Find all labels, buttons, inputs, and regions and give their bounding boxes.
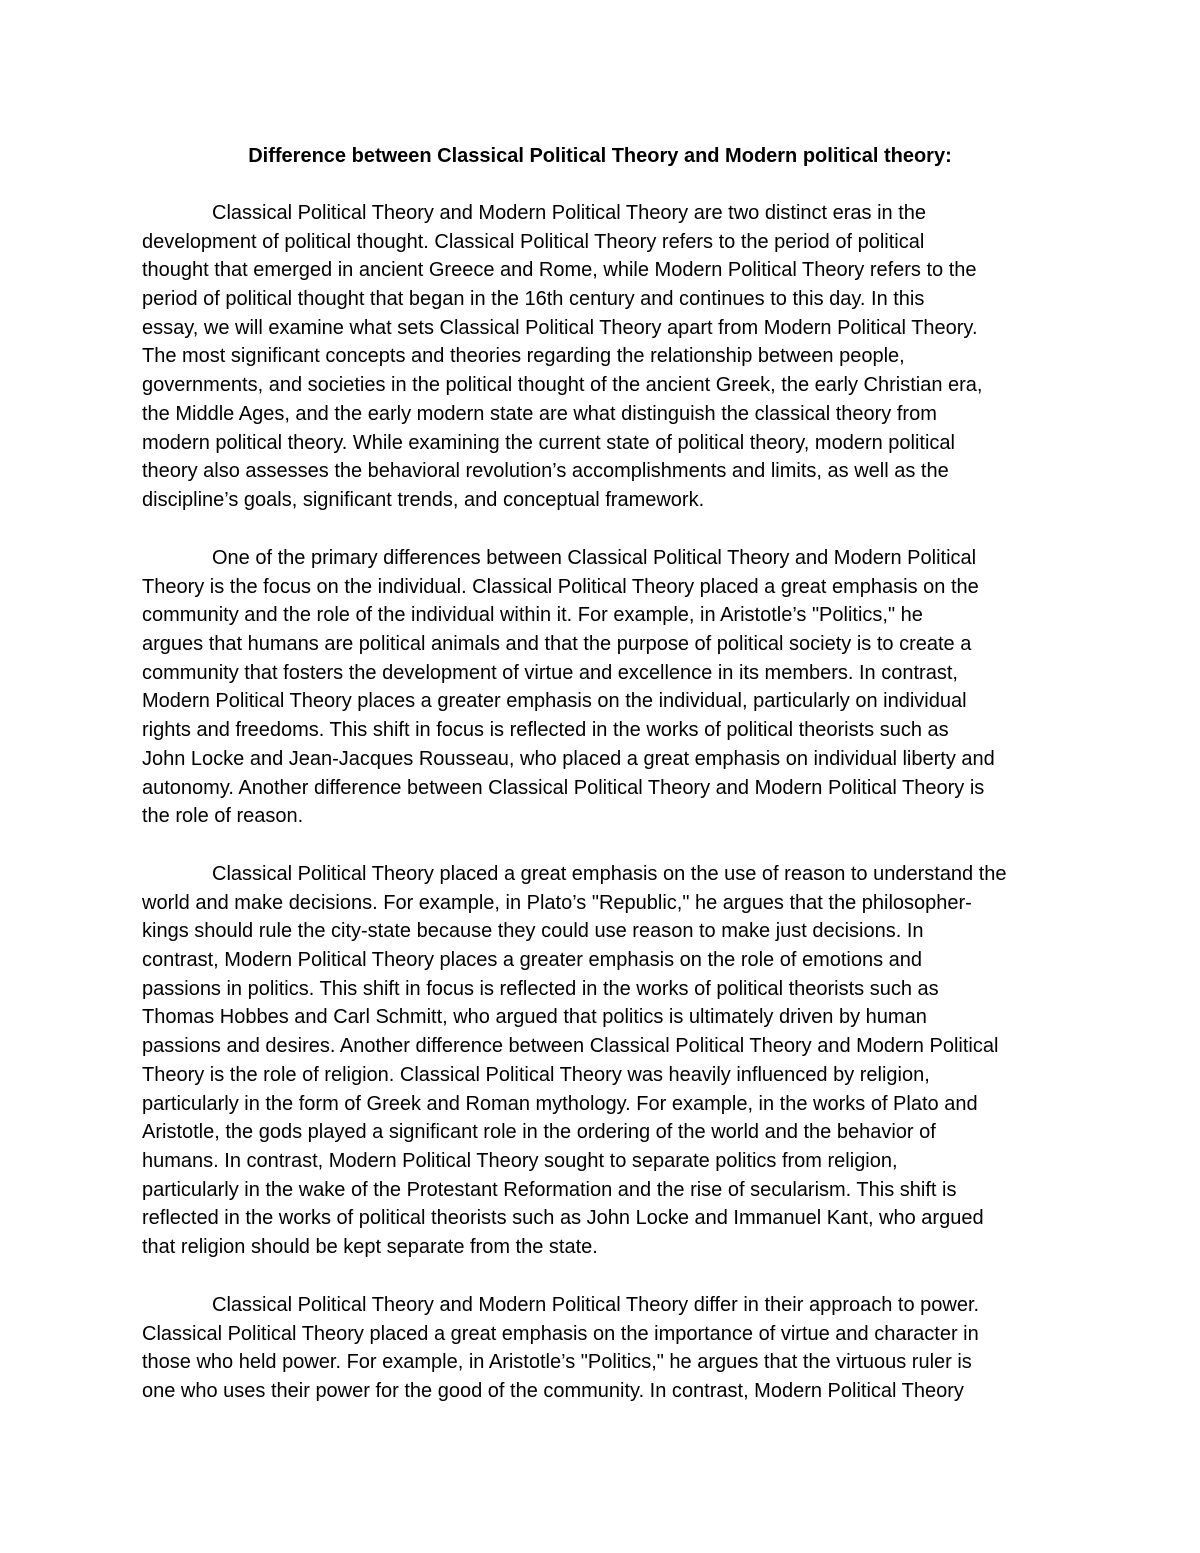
paragraph-line: John Locke and Jean-Jacques Rousseau, who placed a great emphasis on individual liberty and (142, 747, 995, 770)
paragraph-2 (142, 544, 1058, 831)
paragraph-line: modern political theory. While examining the current state of political theory, modern political (142, 431, 955, 454)
paragraph-line: Aristotle, the gods played a significant role in the ordering of the world and the behavior of (142, 1121, 936, 1144)
paragraph-line: the Middle Ages, and the early modern state are what distinguish the classical theory from (142, 402, 937, 425)
paragraph-line: those who held power. For example, in Aristotle’s "Politics," he argues that the virtuous ruler is (142, 1351, 972, 1374)
paragraph-line: discipline’s goals, significant trends, and conceptual framework. (142, 488, 705, 511)
paragraph-line: the role of reason. (142, 805, 304, 828)
paragraph-line: Classical Political Theory placed a great emphasis on the importance of virtue and character in (142, 1322, 979, 1345)
paragraph-line: one who uses their power for the good of the community. In contrast, Modern Political Theory (142, 1380, 964, 1403)
paragraph-line: The most significant concepts and theories regarding the relationship between people, (142, 345, 905, 368)
paragraph-line: Theory is the focus on the individual. Classical Political Theory placed a great emphasis on the (142, 575, 979, 598)
paragraph-line: Classical Political Theory placed a great emphasis on the use of reason to understand the (212, 863, 1007, 885)
paragraph-line: theory also assesses the behavioral revolution’s accomplishments and limits, as well as the (142, 460, 949, 483)
paragraph-line: development of political thought. Classical Political Theory refers to the period of political (142, 230, 925, 253)
paragraph-line: particularly in the wake of the Protestant Reformation and the rise of secularism. This shift is (142, 1178, 957, 1201)
paragraph-line: essay, we will examine what sets Classical Political Theory apart from Modern Political Theory. (142, 316, 978, 339)
paragraph-line: passions in politics. This shift in focus is reflected in the works of political theorists such as (142, 977, 939, 1000)
paragraph-line: community and the role of the individual within it. For example, in Aristotle’s "Politics," he (142, 604, 923, 627)
paragraph-line: reflected in the works of political theorists such as John Locke and Immanuel Kant, who argued (142, 1207, 984, 1230)
paragraph-3 (142, 860, 1058, 1262)
paragraph-line: period of political thought that began in the 16th century and continues to this day. In this (142, 288, 925, 311)
paragraph-line: humans. In contrast, Modern Political Theory sought to separate politics from religion, (142, 1149, 898, 1172)
paragraph-line: passions and desires. Another difference between Classical Political Theory and Modern Political (142, 1035, 999, 1058)
paragraph-line: Theory is the role of religion. Classical Political Theory was heavily influenced by religion, (142, 1063, 930, 1086)
paragraph-line: argues that humans are political animals and that the purpose of political society is to create a (142, 633, 972, 656)
paragraph-line: community that fosters the development of virtue and excellence in its members. In contrast, (142, 661, 958, 684)
paragraph-line: kings should rule the city-state because they could use reason to make just decisions. In (142, 920, 924, 943)
document-title: Difference between Classical Political Theory and Modern political theory: (248, 145, 952, 167)
paragraph-line: Thomas Hobbes and Carl Schmitt, who argued that politics is ultimately driven by human (142, 1006, 927, 1029)
paragraph-line: One of the primary differences between Classical Political Theory and Modern Political (212, 547, 977, 569)
paragraph-line: rights and freedoms. This shift in focus is reflected in the works of political theorists such as (142, 719, 949, 742)
paragraph-line: that religion should be kept separate from the state. (142, 1235, 598, 1258)
paragraph-line: Modern Political Theory places a greater emphasis on the individual, particularly on individual (142, 690, 967, 713)
paragraph-4 (142, 1291, 1058, 1406)
paragraph-line: world and make decisions. For example, in Plato’s "Republic," he argues that the philosopher- (142, 891, 972, 914)
paragraph-line: autonomy. Another difference between Classical Political Theory and Modern Political Theory is (142, 776, 985, 799)
paragraph-line: contrast, Modern Political Theory places a greater emphasis on the role of emotions and (142, 949, 923, 972)
paragraph-line: particularly in the form of Greek and Roman mythology. For example, in the works of Plato and (142, 1092, 978, 1115)
paragraph-line: governments, and societies in the political thought of the ancient Greek, the early Christian era, (142, 374, 983, 397)
paragraph-line: Classical Political Theory and Modern Political Theory differ in their approach to power. (212, 1294, 980, 1316)
paragraph-line: Classical Political Theory and Modern Political Theory are two distinct eras in the (212, 202, 927, 224)
paragraph-1 (142, 199, 1058, 515)
paragraph-line: thought that emerged in ancient Greece and Rome, while Modern Political Theory refers to the (142, 259, 977, 282)
